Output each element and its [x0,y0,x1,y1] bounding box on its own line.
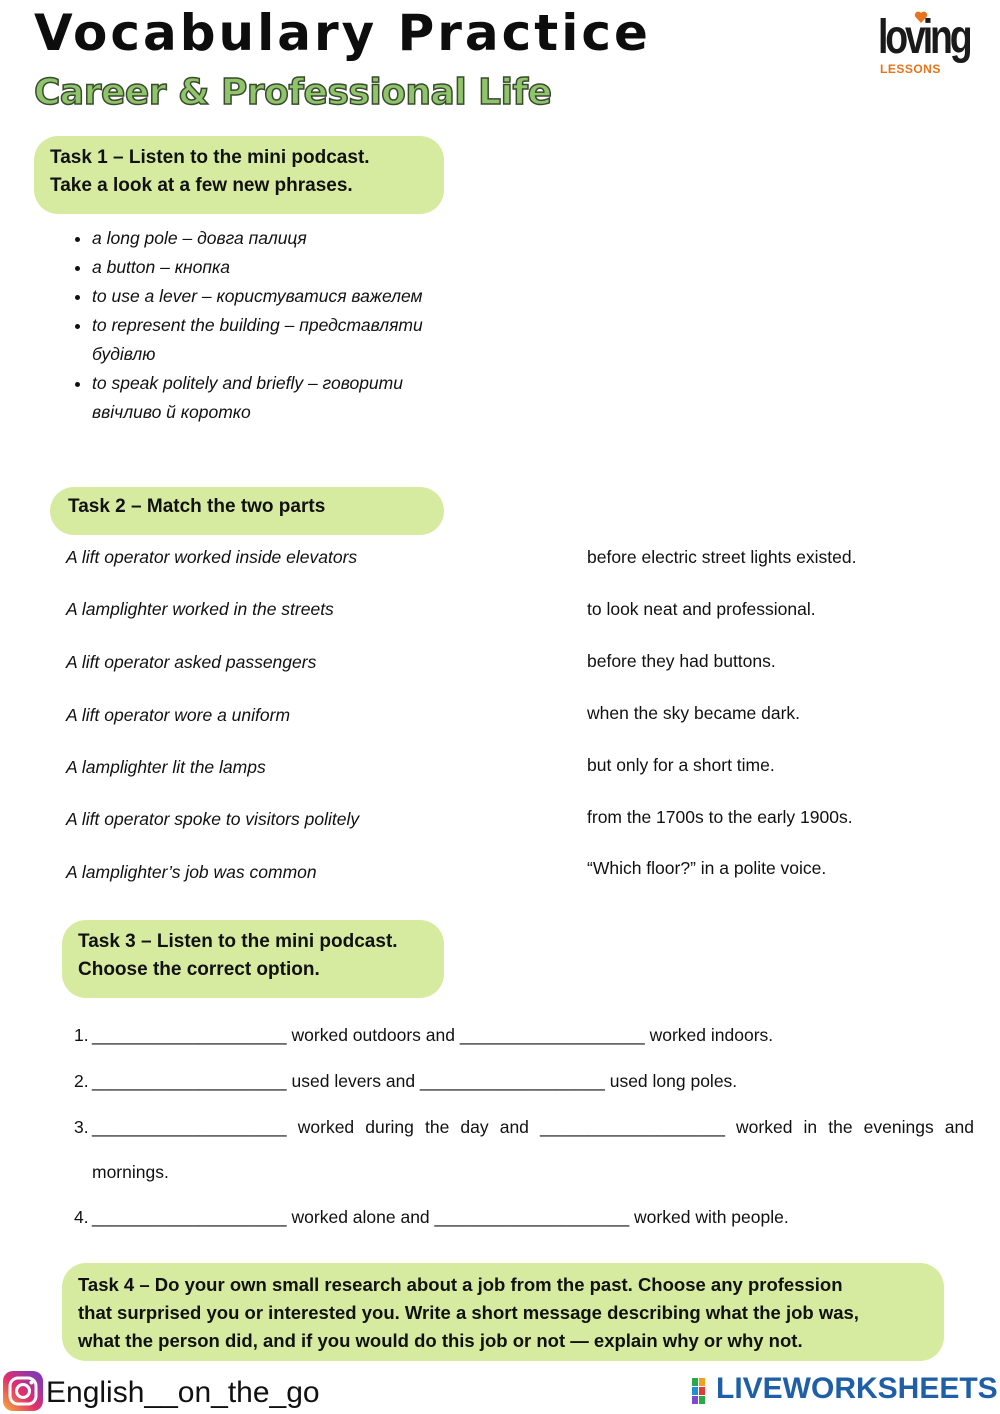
liveworksheets-brand[interactable]: LIVEWORKSHEETS [716,1372,998,1405]
fill-in-item[interactable] [74,1116,974,1138]
match-left-item[interactable]: A lift operator worked inside elevators [66,547,358,567]
task4-line2: that surprised you or interested you. Write a short message describing what the job was, [78,1302,859,1323]
logo-wordmark: loving [878,11,970,64]
item-text: ____________________ worked outdoors and ___________________ worked indoors. [92,1025,774,1045]
page-subtitle: Career & Professional Life [34,72,552,113]
liveworksheets-icon [692,1378,714,1404]
item-text: ____________________ worked alone and ____________________ worked with people. [92,1207,789,1227]
match-right-item[interactable]: from the 1700s to the early 1900s. [587,807,853,827]
fill-in-item[interactable] [74,1206,974,1228]
match-right-item[interactable]: before electric street lights existed. [587,547,857,567]
item-number: 1. [74,1025,89,1045]
item-number: 3. [74,1117,89,1137]
list-item: • a long pole – довга палиця [92,224,472,253]
item-text: ____________________ used levers and ___________________ used long poles. [92,1071,738,1091]
task1-heading-line1: Task 1 – Listen to the mini podcast. [50,147,370,168]
list-item: • to represent the building – представляти будівлю [92,311,472,369]
task3-heading-line2: Choose the correct option. [78,959,320,980]
task4-line1: Task 4 – Do your own small research about a job from the past. Choose any profession [78,1274,843,1295]
task3-heading-line1: Task 3 – Listen to the mini podcast. [78,931,398,952]
item-text: mornings. [92,1162,169,1182]
instagram-handle[interactable]: English__on_the_go [46,1376,320,1409]
list-item: • to speak politely and briefly – говорити ввічливо й коротко [92,369,472,427]
match-left-item[interactable]: A lamplighter worked in the streets [66,599,334,619]
match-left-item[interactable]: A lift operator spoke to visitors politely [66,809,360,829]
match-right-item[interactable]: when the sky became dark. [587,703,801,723]
match-left-item[interactable]: A lamplighter lit the lamps [66,757,266,777]
task4-line3: what the person did, and if you would do this job or not — explain why or why not. [78,1330,803,1351]
task1-phrase-list [74,224,472,427]
match-left-item[interactable]: A lamplighter’s job was common [66,862,317,882]
match-right-item[interactable]: but only for a short time. [587,755,775,775]
task3-heading [62,920,444,998]
logo-subtext: LESSONS [880,62,941,76]
task2-heading-text: Task 2 – Match the two parts [68,496,326,517]
fill-in-item[interactable] [74,1024,974,1046]
fill-in-item[interactable] [74,1070,974,1092]
item-number: 2. [74,1071,89,1091]
item-text: ____________________ worked during the day and ___________________ worked in the evenings and [92,1117,974,1137]
match-right-item[interactable]: “Which floor?” in a polite voice. [587,858,827,878]
task2-heading [50,487,444,535]
list-item: • a button – кнопка [92,253,472,282]
task1-heading [34,136,444,214]
instagram-icon [2,1370,44,1412]
match-left-item[interactable]: A lift operator wore a uniform [66,705,291,725]
page-title: Vocabulary Practice [34,4,651,62]
match-left-item[interactable]: A lift operator asked passengers [66,652,317,672]
match-right-item[interactable]: before they had buttons. [587,651,776,671]
fill-in-item-continuation [74,1161,974,1183]
loving-lessons-logo [876,10,972,80]
match-right-item[interactable]: to look neat and professional. [587,599,816,619]
list-item: • to use a lever – користуватися важелем [92,282,472,311]
task1-heading-line2: Take a look at a few new phrases. [50,175,353,196]
task4-box [62,1263,944,1361]
item-number: 4. [74,1207,89,1227]
